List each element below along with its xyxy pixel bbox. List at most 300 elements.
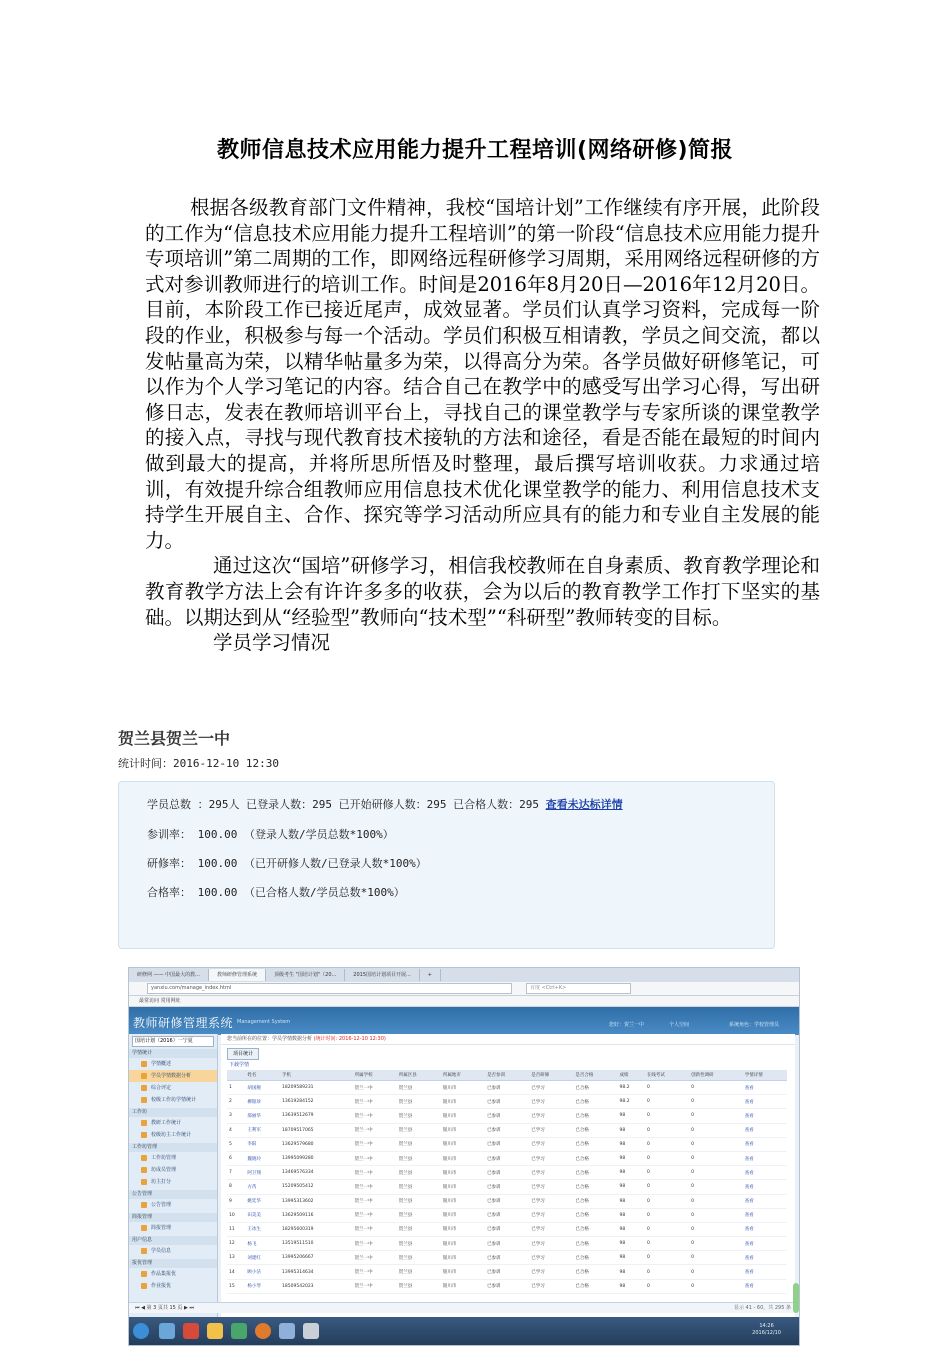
student-name: 顾小洁	[245, 1265, 280, 1279]
column-header: 在线考试	[645, 1070, 689, 1081]
table-row	[227, 1151, 787, 1165]
view-detail-link[interactable]: 查看	[743, 1123, 787, 1137]
table-cell: 98	[618, 1265, 645, 1279]
table-cell: 贺兰县	[397, 1081, 441, 1095]
stats-box	[118, 781, 775, 949]
stats-summary-text: 学员总数 ：295人 已登录人数：295 已开始研修人数：295 已合格人数：295	[147, 798, 539, 811]
paragraph-3: 学员学习情况	[213, 631, 331, 655]
table-cell: 贺兰一中	[353, 1237, 397, 1251]
table-cell: 10	[227, 1208, 245, 1222]
table-cell: 已合格	[573, 1208, 617, 1222]
table-row	[227, 1081, 787, 1095]
page-title: 教师信息技术应用能力提升工程培训(网络研修)简报	[216, 138, 734, 163]
view-detail-link[interactable]: 查看	[743, 1137, 787, 1151]
table-cell: 0	[689, 1151, 743, 1165]
view-detail-link[interactable]: 查看	[743, 1222, 787, 1236]
table-cell: 0	[645, 1081, 689, 1095]
main-content	[221, 1034, 795, 1345]
table-cell: 贺兰一中	[353, 1194, 397, 1208]
table-cell: 贺兰县	[397, 1265, 441, 1279]
app-header	[129, 1007, 799, 1035]
app-icon[interactable]	[159, 1323, 175, 1339]
table-cell: 银川市	[441, 1151, 485, 1165]
table-cell: 贺兰县	[397, 1123, 441, 1137]
table-cell: 13995314634	[280, 1265, 353, 1279]
table-cell: 0	[645, 1123, 689, 1137]
table-cell: 贺兰一中	[353, 1123, 397, 1137]
sidebar-item[interactable]: 坊主打分	[129, 1176, 217, 1188]
header-role: 系统角色：学校管理员	[729, 1022, 780, 1028]
table-cell: 0	[645, 1166, 689, 1180]
search-box[interactable]: 百度 <Ctrl+K>	[526, 983, 631, 994]
table-row	[227, 1237, 787, 1251]
table-body	[227, 1081, 787, 1294]
breadcrumb-text: 您当前所在的位置：学员学情数据分析	[227, 1036, 313, 1042]
table-cell: 已学习	[529, 1137, 573, 1151]
table-cell: 0	[645, 1208, 689, 1222]
table-row	[227, 1194, 787, 1208]
table-cell: 已参训	[485, 1081, 529, 1095]
table-cell: 已合格	[573, 1251, 617, 1265]
student-name: 田美美	[245, 1208, 280, 1222]
table-row	[227, 1123, 787, 1137]
sidebar-item[interactable]: 工作坊管理	[129, 1152, 217, 1164]
table-cell: 6	[227, 1151, 245, 1165]
pager	[129, 1302, 799, 1313]
pager-info: 显示 41 - 60，共 295 条	[733, 1305, 791, 1311]
student-name: 郝丽华	[245, 1109, 280, 1123]
table-row	[227, 1222, 787, 1236]
column-header: 所属地市	[441, 1070, 485, 1081]
table-cell: 银川市	[441, 1081, 485, 1095]
table-cell: 98	[618, 1109, 645, 1123]
sidebar-item[interactable]: 公告管理	[129, 1199, 217, 1211]
table-cell: 已合格	[573, 1222, 617, 1236]
sidebar-item[interactable]: 坊成员管理	[129, 1164, 217, 1176]
pager-nav-icon[interactable]: ⏮ ◀	[135, 1305, 147, 1311]
student-name: 王冰生	[245, 1222, 280, 1236]
table-cell: 已参训	[485, 1151, 529, 1165]
sidebar-item[interactable]: 简报管理	[129, 1222, 217, 1234]
student-name: 杨小琴	[245, 1279, 280, 1293]
taskbar	[129, 1317, 799, 1345]
table-cell: 贺兰一中	[353, 1265, 397, 1279]
table-cell: 已合格	[573, 1081, 617, 1095]
clock-date: 2016/12/10	[752, 1330, 781, 1336]
download-button[interactable]: 下载学情	[229, 1062, 250, 1068]
column-header: 成绩	[618, 1070, 645, 1081]
table-cell: 贺兰一中	[353, 1222, 397, 1236]
table-cell: 已参训	[485, 1194, 529, 1208]
column-header: 手机	[280, 1070, 353, 1081]
table-cell: 0	[689, 1109, 743, 1123]
table-cell: 银川市	[441, 1251, 485, 1265]
column-header: 学情详情	[743, 1070, 787, 1081]
sidebar-item[interactable]: 学员信息	[129, 1245, 217, 1257]
table-cell: 98	[618, 1123, 645, 1137]
table-cell: 已参训	[485, 1180, 529, 1194]
stats-line-2: 研修率： 100.00 （已开研修人数/已登录人数*100%）	[147, 857, 427, 870]
student-name: 姚廷华	[245, 1194, 280, 1208]
favorites-bar[interactable]: 最常访问 常用网址	[129, 996, 799, 1007]
app-icon[interactable]	[279, 1323, 295, 1339]
table-cell: 已参训	[485, 1109, 529, 1123]
table-cell: 8	[227, 1180, 245, 1194]
table-cell: 已合格	[573, 1095, 617, 1109]
app-icon[interactable]	[303, 1323, 319, 1339]
table-row	[227, 1208, 787, 1222]
browser-screenshot	[128, 967, 800, 1346]
table-cell: 98	[618, 1180, 645, 1194]
table-cell: 已参训	[485, 1123, 529, 1137]
student-name: 刘建红	[245, 1251, 280, 1265]
table-cell: 0	[645, 1109, 689, 1123]
view-detail-link[interactable]: 查看	[743, 1265, 787, 1279]
sidebar-item-active[interactable]: 学员学情数据分析	[129, 1070, 217, 1082]
table-cell: 4	[227, 1123, 245, 1137]
table-row	[227, 1137, 787, 1151]
table-cell: 13	[227, 1251, 245, 1265]
table-row	[227, 1166, 787, 1180]
view-detail-link[interactable]: 查看	[743, 1279, 787, 1293]
table-cell: 12	[227, 1237, 245, 1251]
table-cell: 银川市	[441, 1194, 485, 1208]
table-cell: 贺兰县	[397, 1180, 441, 1194]
table-cell: 0	[645, 1279, 689, 1293]
table-cell: 银川市	[441, 1137, 485, 1151]
table-cell: 0	[689, 1180, 743, 1194]
table-cell: 已参训	[485, 1166, 529, 1180]
table-cell: 贺兰县	[397, 1237, 441, 1251]
table-cell: 0	[689, 1081, 743, 1095]
table-cell: 0	[689, 1137, 743, 1151]
sidebar-group[interactable]: 用户信息	[129, 1236, 217, 1245]
table-cell: 已参训	[485, 1137, 529, 1151]
table-cell: 已学习	[529, 1109, 573, 1123]
table-cell: 贺兰一中	[353, 1180, 397, 1194]
sidebar	[129, 1034, 218, 1345]
sidebar-group[interactable]: 工作坊管理	[129, 1143, 217, 1152]
table-cell: 15209505412	[280, 1180, 353, 1194]
view-detail-link[interactable]: 查看	[743, 1151, 787, 1165]
student-table	[227, 1070, 787, 1294]
app-icon[interactable]	[231, 1323, 247, 1339]
table-cell: 98.2	[618, 1095, 645, 1109]
table-cell: 98.2	[618, 1081, 645, 1095]
table-cell: 13619284152	[280, 1095, 353, 1109]
student-name: 杨飞	[245, 1237, 280, 1251]
column-header: 创新性调研	[689, 1070, 743, 1081]
table-cell: 贺兰县	[397, 1137, 441, 1151]
clock-time: 14:26	[759, 1323, 774, 1329]
table-cell: 已学习	[529, 1237, 573, 1251]
pager-nav-icon[interactable]: ▶ ⏭	[184, 1305, 194, 1311]
sidebar-item[interactable]: 作业报优	[129, 1280, 217, 1292]
table-cell: 已合格	[573, 1109, 617, 1123]
table-cell: 贺兰县	[397, 1279, 441, 1293]
browser-tabbar	[129, 968, 799, 982]
table-cell: 贺兰县	[397, 1251, 441, 1265]
browser-tab[interactable]: 研修网 —— 中国最大的教...	[129, 969, 209, 981]
year-select[interactable]: 国培计划（2016）一宁夏	[132, 1036, 214, 1047]
table-cell: 银川市	[441, 1265, 485, 1279]
table-cell: 已合格	[573, 1180, 617, 1194]
table-cell: 贺兰一中	[353, 1081, 397, 1095]
table-cell: 98	[618, 1208, 645, 1222]
table-cell: 3	[227, 1109, 245, 1123]
table-row	[227, 1265, 787, 1279]
table-cell: 98	[618, 1166, 645, 1180]
address-bar[interactable]: yanxiu.com/manage_index.html	[147, 983, 512, 994]
address-bar-row	[129, 982, 799, 996]
table-cell: 0	[645, 1265, 689, 1279]
table-cell: 银川市	[441, 1208, 485, 1222]
sidebar-item[interactable]: 综合评定	[129, 1082, 217, 1094]
table-cell: 0	[689, 1222, 743, 1236]
view-detail-link[interactable]: 查看	[743, 1166, 787, 1180]
column-header	[227, 1070, 245, 1081]
table-cell: 0	[689, 1194, 743, 1208]
table-cell: 贺兰一中	[353, 1279, 397, 1293]
browser-icon[interactable]	[255, 1323, 271, 1339]
view-detail-link[interactable]: 查看	[743, 1081, 787, 1095]
student-name: 柳银珍	[245, 1095, 280, 1109]
table-cell: 已学习	[529, 1208, 573, 1222]
table-cell: 贺兰县	[397, 1194, 441, 1208]
pager-text[interactable]: 第 3 页共 15 页	[146, 1305, 183, 1311]
sidebar-group[interactable]: 报优管理	[129, 1259, 217, 1268]
table-cell: 18709517065	[280, 1123, 353, 1137]
table-cell: 18509542023	[280, 1279, 353, 1293]
table-cell: 0	[689, 1123, 743, 1137]
table-cell: 0	[645, 1194, 689, 1208]
table-cell: 银川市	[441, 1095, 485, 1109]
view-detail-link[interactable]: 查看	[743, 1109, 787, 1123]
table-cell: 已合格	[573, 1137, 617, 1151]
student-name: 李阳	[245, 1137, 280, 1151]
table-cell: 11	[227, 1222, 245, 1236]
table-cell: 13629579680	[280, 1137, 353, 1151]
table-cell: 已学习	[529, 1166, 573, 1180]
detail-link[interactable]: 查看未达标详情	[545, 798, 623, 811]
student-name: 王利军	[245, 1123, 280, 1137]
table-cell: 98	[618, 1251, 645, 1265]
table-cell: 已合格	[573, 1279, 617, 1293]
side-indicator	[793, 1283, 799, 1313]
table-cell: 银川市	[441, 1123, 485, 1137]
table-cell: 13995099280	[280, 1151, 353, 1165]
table-cell: 已参训	[485, 1279, 529, 1293]
table-cell: 1	[227, 1081, 245, 1095]
table-cell: 已学习	[529, 1279, 573, 1293]
folder-icon[interactable]	[207, 1323, 223, 1339]
table-cell: 已合格	[573, 1194, 617, 1208]
table-cell: 0	[689, 1208, 743, 1222]
school-name: 贺兰县贺兰一中	[118, 729, 231, 748]
table-row	[227, 1180, 787, 1194]
table-cell: 已合格	[573, 1123, 617, 1137]
table-cell: 贺兰一中	[353, 1109, 397, 1123]
tab-project-stats[interactable]: 项目统计	[227, 1048, 259, 1060]
report-body	[145, 195, 820, 656]
student-name: 方芮	[245, 1180, 280, 1194]
new-tab-icon[interactable]: +	[420, 969, 441, 981]
stats-time: 统计时间：2016-12-10 12:30	[118, 757, 279, 770]
table-cell: 已学习	[529, 1251, 573, 1265]
column-header: 所属学校	[353, 1070, 397, 1081]
sidebar-group[interactable]: 简报管理	[129, 1213, 217, 1222]
browser-tab-active[interactable]: 教师研修管理系统	[209, 969, 266, 981]
stats-line-3: 合格率： 100.00 （已合格人数/学员总数*100%）	[147, 886, 405, 899]
table-cell: 0	[645, 1137, 689, 1151]
table-header	[227, 1070, 787, 1081]
stats-summary	[147, 796, 623, 812]
table-cell: 2	[227, 1095, 245, 1109]
table-cell: 0	[689, 1095, 743, 1109]
table-cell: 已合格	[573, 1265, 617, 1279]
table-cell: 7	[227, 1166, 245, 1180]
table-cell: 13469576334	[280, 1166, 353, 1180]
table-cell: 13519511510	[280, 1237, 353, 1251]
table-cell: 银川市	[441, 1180, 485, 1194]
table-cell: 已学习	[529, 1123, 573, 1137]
table-cell: 贺兰县	[397, 1095, 441, 1109]
table-cell: 0	[689, 1279, 743, 1293]
table-cell: 已合格	[573, 1237, 617, 1251]
table-cell: 5	[227, 1137, 245, 1151]
paragraph-2: 通过这次“国培”研修学习，相信我校教师在自身素质、教育教学理论和教育教学方法上会有许许多多的收获，会为以后的教育教学工作打下坚实的基础。以期达到从“经验型”教师向“技术型”“科研型”教师转变的目标。	[145, 554, 820, 629]
table-cell: 已合格	[573, 1166, 617, 1180]
table-cell: 贺兰一中	[353, 1095, 397, 1109]
table-cell: 13639512679	[280, 1109, 353, 1123]
browser-tab[interactable]: 2015国培计划项目开展...	[345, 969, 420, 981]
table-cell: 贺兰一中	[353, 1251, 397, 1265]
paragraph-1: 根据各级教育部门文件精神，我校“国培计划”工作继续有序开展，此阶段的工作为“信息技术应用能力提升工程培训”的第一阶段“信息技术应用能力提升专项培训”第二周期的工作，即网络远程研修学习周期，采用网络远程研修的方式对参训教师进行的培训工作。时间是2016年8月20日—2016年12月20日。目前，本阶段工作已接近尾声，成效显著。学员们认真学习资料，完成每一阶段的作业，积极参与每一个活动。学员们积极互相请教，学员之间交流，都以发帖量高为荣，以精华帖量多为荣，以得高分为荣。各学员做好研修笔记，可以作为个人学习笔记的内容。结合自己在教学中的感受写出学习心得，写出研修日志，发表在教师培训平台上，寻找自己的课堂教学与专家所谈的课堂教学的接入点，寻找与现代教育技术接轨的方法和途径，看是否能在最短的时间内做到最大的提高，并将所思所悟及时整理，最后撰写培训收获。力求通过培训，有效提升综合组教师应用信息技术优化课堂教学的能力、利用信息技术支持学生开展自主、合作、探究等学习活动所应具有的能力和专业自主发展的能力。	[145, 196, 820, 552]
table-row	[227, 1095, 787, 1109]
table-cell: 0	[645, 1095, 689, 1109]
table-cell: 0	[645, 1151, 689, 1165]
table-row	[227, 1109, 787, 1123]
table-cell: 0	[689, 1251, 743, 1265]
view-detail-link[interactable]: 查看	[743, 1180, 787, 1194]
table-cell: 14	[227, 1265, 245, 1279]
table-cell: 贺兰县	[397, 1208, 441, 1222]
student-name: 胡国舰	[245, 1081, 280, 1095]
table-cell: 已参训	[485, 1265, 529, 1279]
table-cell: 0	[689, 1237, 743, 1251]
table-cell: 0	[689, 1265, 743, 1279]
table-cell: 已学习	[529, 1194, 573, 1208]
stats-panel	[118, 725, 778, 949]
table-cell: 贺兰一中	[353, 1166, 397, 1180]
table-cell: 已学习	[529, 1095, 573, 1109]
table-cell: 贺兰一中	[353, 1137, 397, 1151]
column-header: 是否研修	[529, 1070, 573, 1081]
table-cell: 已参训	[485, 1208, 529, 1222]
sidebar-group[interactable]: 学情统计	[129, 1049, 217, 1058]
table-cell: 98	[618, 1151, 645, 1165]
table-cell: 已学习	[529, 1180, 573, 1194]
sidebar-item[interactable]: 教研工作统计	[129, 1117, 217, 1129]
app-icon[interactable]	[183, 1323, 199, 1339]
sidebar-item[interactable]: 作品集报优	[129, 1268, 217, 1280]
view-detail-link[interactable]: 查看	[743, 1251, 787, 1265]
table-row	[227, 1251, 787, 1265]
table-cell: 已学习	[529, 1265, 573, 1279]
table-cell: 贺兰县	[397, 1166, 441, 1180]
table-cell: 银川市	[441, 1166, 485, 1180]
table-cell: 贺兰一中	[353, 1151, 397, 1165]
table-cell: 已参训	[485, 1095, 529, 1109]
student-name: 魏晓玲	[245, 1151, 280, 1165]
view-detail-link[interactable]: 查看	[743, 1095, 787, 1109]
table-cell: 已学习	[529, 1081, 573, 1095]
column-header: 是否参训	[485, 1070, 529, 1081]
table-cell: 已参训	[485, 1251, 529, 1265]
table-cell: 已参训	[485, 1222, 529, 1236]
view-detail-link[interactable]: 查看	[743, 1237, 787, 1251]
table-cell: 0	[645, 1251, 689, 1265]
app-title: 教师研修管理系统	[133, 1016, 234, 1030]
table-cell: 已合格	[573, 1151, 617, 1165]
app-subtitle: Management System	[237, 1019, 291, 1025]
table-cell: 贺兰县	[397, 1109, 441, 1123]
sidebar-item[interactable]: 学情概述	[129, 1058, 217, 1070]
sidebar-item[interactable]: 校级坊主工作统计	[129, 1129, 217, 1141]
table-cell: 98	[618, 1279, 645, 1293]
header-user: 您好：贺兰一中	[609, 1022, 645, 1028]
table-cell: 已学习	[529, 1222, 573, 1236]
breadcrumb-time: (统计时间: 2016-12-10 12:30)	[313, 1036, 386, 1042]
table-cell: 0	[645, 1180, 689, 1194]
table-row	[227, 1279, 787, 1293]
table-cell: 银川市	[441, 1109, 485, 1123]
table-cell: 18209589231	[280, 1081, 353, 1095]
table-cell: 0	[645, 1222, 689, 1236]
table-cell: 9	[227, 1194, 245, 1208]
table-cell: 13629509116	[280, 1208, 353, 1222]
taskbar-clock	[752, 1323, 781, 1337]
table-cell: 15	[227, 1279, 245, 1293]
table-cell: 银川市	[441, 1222, 485, 1236]
stats-line-1: 参训率： 100.00 （登录人数/学员总数*100%）	[147, 828, 394, 841]
start-icon[interactable]	[133, 1323, 149, 1339]
browser-tab[interactable]: 顶级考生 "国培计划"（20...	[266, 969, 345, 981]
breadcrumb	[221, 1034, 795, 1045]
table-cell: 98	[618, 1222, 645, 1236]
table-cell: 98	[618, 1237, 645, 1251]
sidebar-item[interactable]: 校级工作坊学情统计	[129, 1094, 217, 1106]
table-cell: 0	[689, 1166, 743, 1180]
table-cell: 已参训	[485, 1237, 529, 1251]
table-cell: 贺兰一中	[353, 1208, 397, 1222]
column-header: 姓名	[245, 1070, 280, 1081]
view-detail-link[interactable]: 查看	[743, 1208, 787, 1222]
sidebar-group[interactable]: 公告管理	[129, 1190, 217, 1199]
header-space-link[interactable]: 个人空间	[669, 1022, 690, 1028]
table-cell: 13995313602	[280, 1194, 353, 1208]
table-cell: 18295600319	[280, 1222, 353, 1236]
view-detail-link[interactable]: 查看	[743, 1194, 787, 1208]
column-header: 所属区县	[397, 1070, 441, 1081]
table-cell: 98	[618, 1137, 645, 1151]
student-name: 阿卫翔	[245, 1166, 280, 1180]
table-cell: 13995206667	[280, 1251, 353, 1265]
table-cell: 贺兰县	[397, 1222, 441, 1236]
table-cell: 银川市	[441, 1237, 485, 1251]
table-cell: 贺兰县	[397, 1151, 441, 1165]
sidebar-group[interactable]: 工作坊	[129, 1108, 217, 1117]
